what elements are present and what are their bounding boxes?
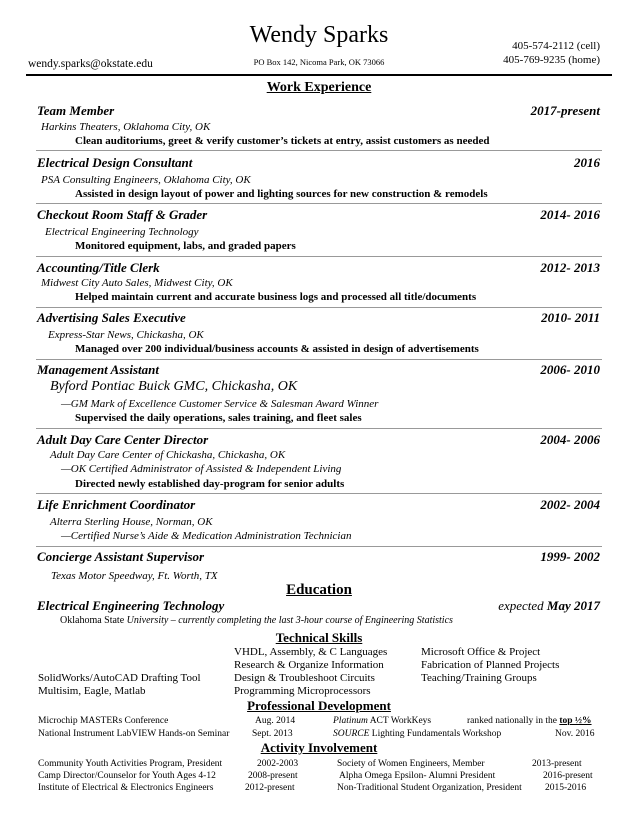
activity-name: Society of Women Engineers, Member <box>337 759 485 769</box>
skill-item: VHDL, Assembly, & C Languages <box>234 646 388 658</box>
education-heading: Education <box>286 582 352 598</box>
school-detail: University – currently completing the last 3-hour course of Engineering Statistics <box>124 615 453 626</box>
skill-item: Research & Organize Information <box>234 659 384 671</box>
section-divider <box>36 307 602 308</box>
job-certification-note: —OK Certified Administrator of Assisted & Independent Living <box>61 463 342 475</box>
expected-label: expected <box>498 598 544 613</box>
expected-date: May 2017 <box>546 598 600 613</box>
event-emphasis: SOURCE <box>333 729 370 739</box>
professional-development-heading: Professional Development <box>247 698 391 713</box>
skill-item: Teaching/Training Groups <box>421 672 537 684</box>
activity-involvement-heading: Activity Involvement <box>260 740 378 755</box>
expected-graduation <box>498 598 600 614</box>
event-emphasis: Platinum <box>333 716 368 726</box>
degree-name: Electrical Engineering Technology <box>37 598 225 613</box>
skill-item: Programming Microprocessors <box>234 685 371 697</box>
job-description: Clean auditoriums, greet & verify customer’s tickets at entry, assist customers as needed <box>75 135 490 147</box>
cell-phone: 405-574-2112 (cell) <box>512 40 600 52</box>
job-years: 2016 <box>574 155 600 170</box>
email-address[interactable]: wendy.sparks@okstate.edu <box>28 58 153 70</box>
job-organization: Harkins Theaters, Oklahoma City, OK <box>41 121 211 133</box>
job-organization: Alterra Sterling House, Norman, OK <box>50 516 213 528</box>
activity-date: 2015-2016 <box>545 783 587 793</box>
job-title: Electrical Design Consultant <box>37 155 193 170</box>
activity-name: Non-Traditional Student Organization, President <box>337 783 522 793</box>
job-title: Concierge Assistant Supervisor <box>37 549 205 564</box>
job-title: Checkout Room Staff & Grader <box>37 207 208 222</box>
activity-name: Camp Director/Counselor for Youth Ages 4-12 <box>38 771 216 781</box>
skill-item: Multisim, Eagle, Matlab <box>38 685 146 697</box>
job-title: Life Enrichment Coordinator <box>37 497 196 512</box>
section-divider <box>36 493 602 494</box>
ranking-text: ranked nationally in the <box>467 716 557 726</box>
job-organization: Adult Day Care Center of Chickasha, Chickasha, OK <box>50 449 286 461</box>
job-title: Adult Day Care Center Director <box>37 432 209 447</box>
activity-date: 2016-present <box>543 771 593 781</box>
activity-date: 2013-present <box>532 759 582 769</box>
job-title: Advertising Sales Executive <box>37 310 186 325</box>
job-organization: Byford Pontiac Buick GMC, Chickasha, OK <box>50 379 298 394</box>
development-date: Sept. 2013 <box>252 729 293 739</box>
job-organization: Texas Motor Speedway, Ft. Worth, TX <box>51 570 218 582</box>
section-divider <box>36 150 602 151</box>
skill-item: Design & Troubleshoot Circuits <box>234 672 375 684</box>
job-years: 2012- 2013 <box>540 260 600 275</box>
event-name: ACT WorkKeys <box>367 716 432 726</box>
home-phone: 405-769-9235 (home) <box>503 54 600 66</box>
skill-item: SolidWorks/AutoCAD Drafting Tool <box>38 672 201 684</box>
job-description: Supervised the daily operations, sales training, and fleet sales <box>75 412 362 424</box>
mailing-address: PO Box 142, Nicoma Park, OK 73066 <box>253 57 385 67</box>
activity-name: Alpha Omega Epsilon- Alumni President <box>339 771 496 781</box>
job-title: Management Assistant <box>37 362 159 377</box>
event-name: Lighting Fundamentals Workshop <box>369 729 502 739</box>
development-date: Nov. 2016 <box>555 729 595 739</box>
section-divider <box>36 203 602 204</box>
job-years: 2006- 2010 <box>540 362 600 377</box>
technical-skills-heading: Technical Skills <box>275 630 363 645</box>
development-event <box>333 716 431 726</box>
job-description: Helped maintain current and accurate business logs and processed all title/documents <box>75 291 477 303</box>
activity-date: 2012-present <box>245 783 295 793</box>
job-title: Accounting/Title Clerk <box>37 260 160 275</box>
job-years: 2017-present <box>530 103 600 118</box>
job-title: Team Member <box>37 103 115 118</box>
job-award-note: —GM Mark of Excellence Customer Service & Salesman Award Winner <box>61 398 379 410</box>
school-line <box>60 615 453 626</box>
section-divider <box>36 428 602 429</box>
development-date: Aug. 2014 <box>255 716 296 726</box>
resume-name: Wendy Sparks <box>249 22 389 48</box>
activity-name: Community Youth Activities Program, President <box>38 759 223 769</box>
skill-item: Fabrication of Planned Projects <box>421 659 560 671</box>
activity-date: 2002-2003 <box>257 759 299 769</box>
job-organization: PSA Consulting Engineers, Oklahoma City, OK <box>41 174 251 186</box>
activity-date: 2008-present <box>248 771 298 781</box>
job-years: 2002- 2004 <box>540 497 600 512</box>
job-years: 1999- 2002 <box>540 549 600 564</box>
development-event: National Instrument LabVIEW Hands-on Seminar <box>38 729 230 739</box>
job-years: 2010- 2011 <box>541 310 600 325</box>
job-description: Assisted in design layout of power and lighting sources for new construction & remodels <box>75 188 488 200</box>
job-years: 2014- 2016 <box>540 207 600 222</box>
section-divider <box>36 359 602 360</box>
skill-item: Microsoft Office & Project <box>421 646 541 658</box>
section-divider <box>36 256 602 257</box>
job-organization: Electrical Engineering Technology <box>45 226 199 238</box>
section-divider <box>36 546 602 547</box>
activity-name: Institute of Electrical & Electronics Engineers <box>38 783 214 793</box>
development-ranking <box>467 716 592 726</box>
development-event: Microchip MASTERs Conference <box>38 716 169 726</box>
ranking-value: top ½% <box>559 716 592 726</box>
job-description: Monitored equipment, labs, and graded papers <box>75 240 296 252</box>
job-organization: Express-Star News, Chickasha, OK <box>48 329 204 341</box>
job-organization: Midwest City Auto Sales, Midwest City, OK <box>41 277 233 289</box>
job-description: Directed newly established day-program for senior adults <box>75 478 345 490</box>
school-name: Oklahoma State <box>60 615 125 626</box>
job-years: 2004- 2006 <box>540 432 600 447</box>
job-description: Managed over 200 individual/business accounts & assisted in design of advertisements <box>75 343 479 355</box>
job-certification-note: —Certified Nurse’s Aide & Medication Administration Technician <box>61 530 352 542</box>
header-divider <box>26 74 612 76</box>
development-event <box>333 729 501 739</box>
work-experience-heading: Work Experience <box>266 80 372 95</box>
